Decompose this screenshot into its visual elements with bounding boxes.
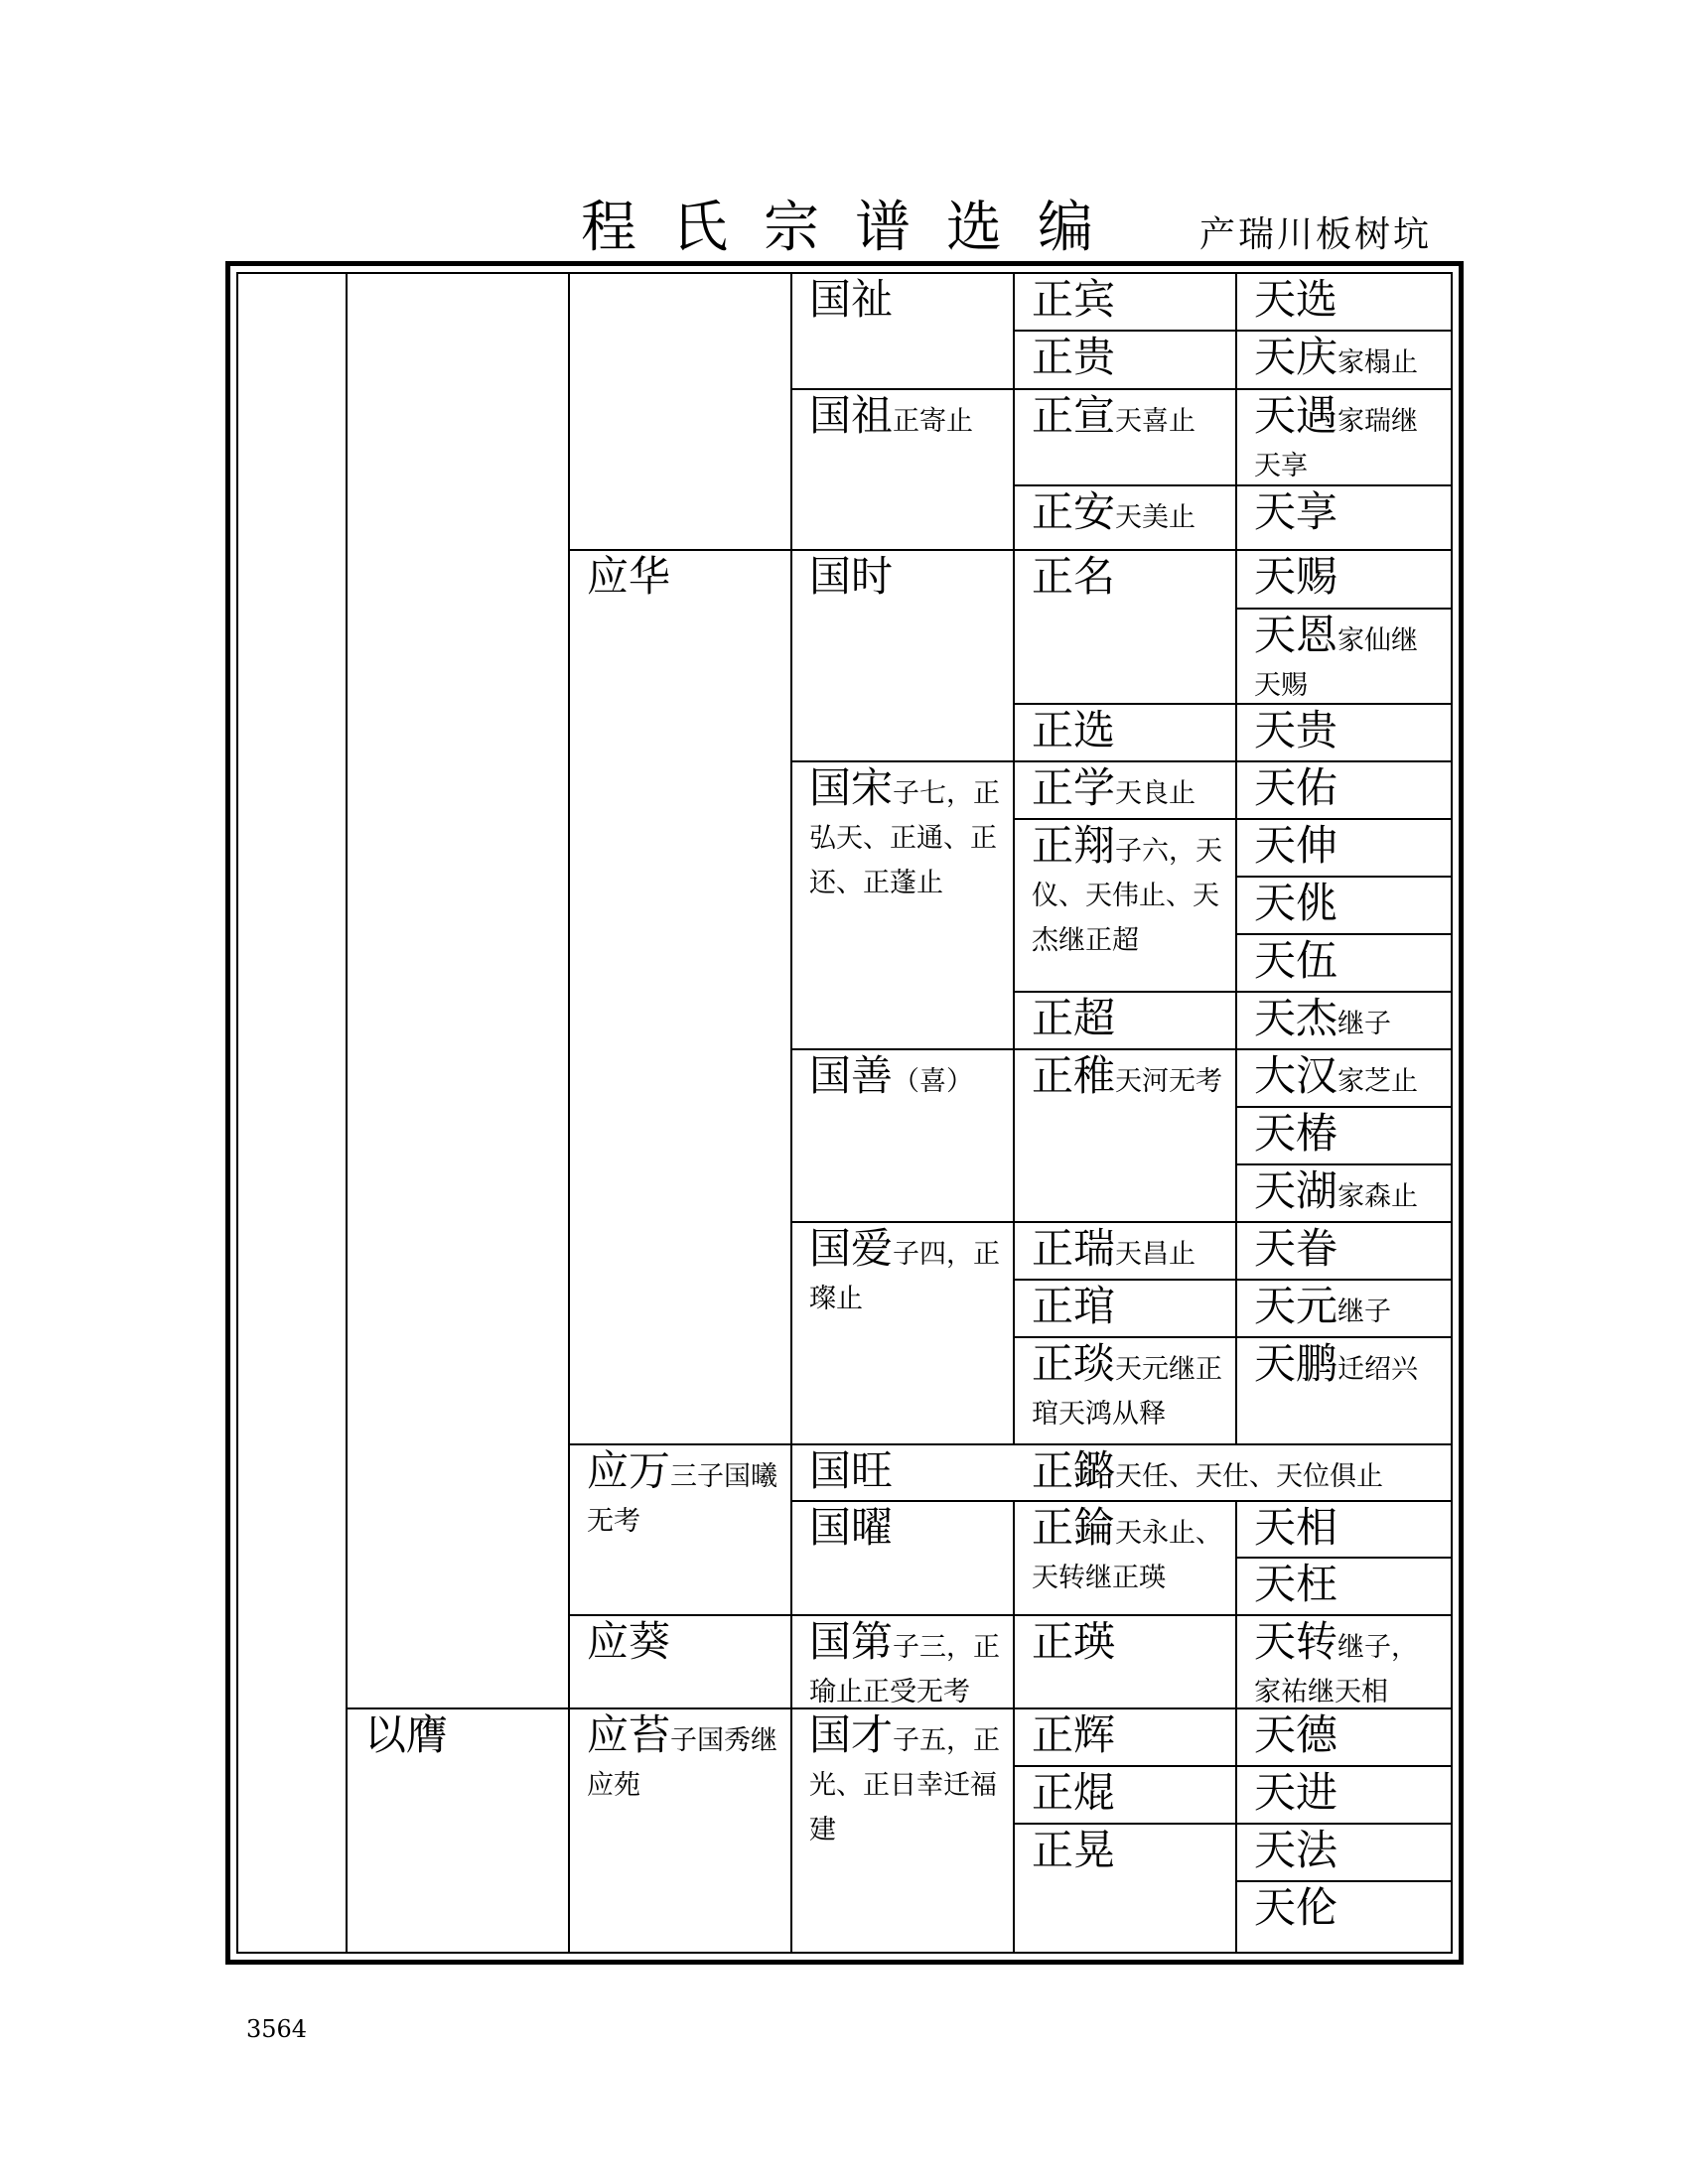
gen6-tian-chun: 天椿 — [1254, 1109, 1338, 1158]
gen5-zheng-huang: 正晃 — [1032, 1826, 1116, 1874]
gen6-tian-xuan: 天选 — [1254, 275, 1338, 324]
gen5-zheng-an: 正安天美止 — [1032, 487, 1196, 536]
gen6-tian-fa: 天法 — [1254, 1826, 1338, 1874]
gen4-guo-shan: 国善（喜） — [809, 1051, 974, 1100]
gen6-tian-lun: 天伦 — [1254, 1883, 1338, 1932]
gen4-guo-wang: 国旺 — [809, 1446, 894, 1495]
column-divider — [346, 272, 348, 1954]
inner-border — [236, 272, 238, 1954]
gen5-zheng-bin: 正宾 — [1032, 275, 1116, 324]
gen5-zheng-lu: 正鏴天任、天仕、天位俱止 — [1032, 1446, 1384, 1495]
gen5-zheng-chao: 正超 — [1032, 994, 1116, 1042]
gen6-tian-en: 天恩家仙继天赐 — [1254, 611, 1419, 701]
gen6-tian-wu: 天伍 — [1254, 936, 1338, 985]
gen3-ying-kui: 应葵 — [587, 1617, 671, 1666]
gen6-tian-jin: 天进 — [1254, 1768, 1338, 1817]
gen6-da-han: 大汉家芝止 — [1254, 1051, 1419, 1100]
gen6-tian-jie: 天杰继子 — [1254, 994, 1392, 1042]
gen5-zheng-kun: 正焜 — [1032, 1768, 1116, 1817]
gen6-tian-you: 天佑 — [1254, 763, 1338, 812]
gen4-guo-zhi: 国祉 — [809, 275, 894, 324]
gen6-tian-yu: 天遇家瑞继天享 — [1254, 391, 1419, 481]
gen5-zheng-guan: 正琯 — [1032, 1282, 1116, 1330]
gen6-tian-shen: 天伸 — [1254, 821, 1338, 870]
gen6-tian-yuan: 天元继子 — [1254, 1282, 1392, 1330]
page-title: 程氏宗谱选编 — [581, 196, 1129, 260]
gen5-zheng-xiang: 正翔子六，天仪、天伟止、天杰继正超 — [1032, 821, 1223, 956]
gen4-guo-ai: 国爱子四，正璨止 — [809, 1224, 1001, 1314]
gen3-ying-hua: 应华 — [587, 552, 671, 601]
gen2-yi-ying: 以膺 — [364, 1710, 449, 1759]
gen6-tian-zhuan: 天转继子，家祐继天相 — [1254, 1617, 1419, 1707]
gen6-tian-juan: 天眷 — [1254, 1224, 1338, 1273]
gen5-zheng-hui: 正辉 — [1032, 1710, 1116, 1759]
gen6-tian-tiao: 天佻 — [1254, 879, 1338, 927]
gen6-tian-ci: 天赐 — [1254, 552, 1338, 601]
gen5-zheng-lun: 正錀天永止、天转继正瑛 — [1032, 1503, 1223, 1593]
gen5-zheng-ying: 正瑛 — [1032, 1617, 1116, 1666]
page-number: 3564 — [246, 2015, 308, 2043]
gen6-tian-xiang: 天享 — [1254, 487, 1338, 536]
gen5-zheng-gui: 正贵 — [1032, 333, 1116, 381]
gen6-tian-gui: 天贵 — [1254, 706, 1338, 754]
gen6-tian-xiang2: 天相 — [1254, 1503, 1338, 1552]
gen3-ying-tai: 应苔子国秀继应苑 — [587, 1710, 778, 1801]
gen5-zheng-rui: 正瑞天昌止 — [1032, 1224, 1196, 1273]
gen4-guo-song: 国宋子七，正弘天、正通、正还、正蓬止 — [809, 763, 1001, 898]
gen4-guo-cai: 国才子五，正光、正日幸迁福建 — [809, 1710, 1001, 1845]
gen5-zheng-xuan: 正宣天喜止 — [1032, 391, 1196, 440]
gen5-zheng-zhi: 正稚天河无考 — [1032, 1051, 1223, 1100]
gen5-zheng-xuan2: 正选 — [1032, 706, 1116, 754]
gen3-ying-wan: 应万三子国曦无考 — [587, 1446, 778, 1537]
inner-border — [236, 1952, 1453, 1954]
gen6-tian-wang: 天枉 — [1254, 1560, 1338, 1608]
gen4-guo-di: 国第子三，正瑜止正受无考 — [809, 1617, 1001, 1707]
page-subtitle: 产瑞川板树坑 — [1199, 214, 1433, 255]
inner-border — [1451, 272, 1453, 1954]
gen6-tian-hu: 天湖家森止 — [1254, 1166, 1419, 1215]
gen4-guo-yao: 国曜 — [809, 1503, 894, 1552]
gen6-tian-de: 天德 — [1254, 1710, 1338, 1759]
gen4-guo-zu: 国祖正寄止 — [809, 391, 974, 440]
gen5-zheng-xue: 正学天良止 — [1032, 763, 1196, 812]
gen5-zheng-tan: 正琰天元继正琯天鸿从释 — [1032, 1339, 1223, 1430]
gen6-tian-peng: 天鹏迁绍兴 — [1254, 1339, 1419, 1388]
gen6-tian-qing: 天庆家榻止 — [1254, 333, 1419, 381]
gen5-zheng-ming: 正名 — [1032, 552, 1116, 601]
gen4-guo-shi: 国时 — [809, 552, 894, 601]
